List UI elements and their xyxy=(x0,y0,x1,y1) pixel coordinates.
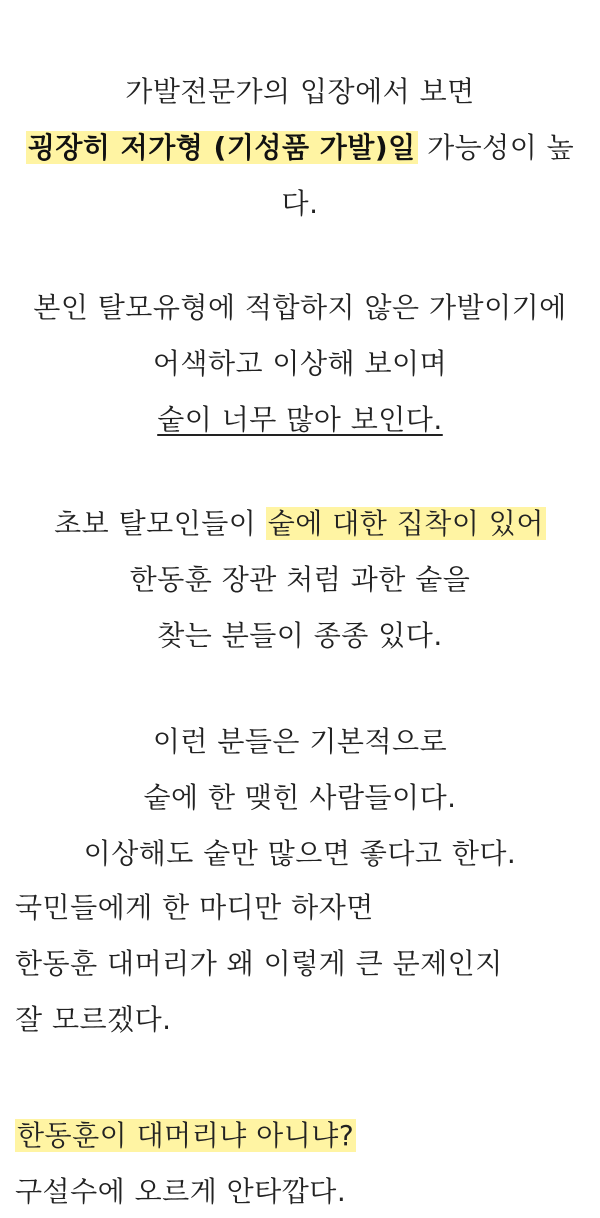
highlighted-text: 숱에 대한 집착이 있어 xyxy=(267,507,544,540)
text-line xyxy=(0,994,600,1046)
text: 한동훈 대머리가 왜 이렇게 큰 문제인지 xyxy=(15,947,503,980)
text: 숱에 한 맺힌 사람들이다. xyxy=(143,781,457,814)
text-line xyxy=(0,828,600,880)
text: 국민들에게 한 마디만 하자면 xyxy=(15,891,374,924)
text-line xyxy=(0,882,600,934)
text-line xyxy=(0,554,600,606)
text-line xyxy=(0,1110,600,1162)
text-line xyxy=(0,716,600,768)
text: 한동훈 장관 처럼 과한 숱을 xyxy=(129,563,471,596)
text-line xyxy=(0,938,600,990)
text: 어색하고 이상해 보이며 xyxy=(152,347,448,380)
text-line xyxy=(0,772,600,824)
highlighted-text: 한동훈이 대머리냐 아니냐? xyxy=(17,1119,355,1152)
text-line xyxy=(0,1166,600,1218)
text-line xyxy=(0,282,600,334)
highlighted-bold-text: 굉장히 저가형 (기성품 가발)일 xyxy=(27,131,416,164)
text: 가능성이 높 xyxy=(417,131,575,164)
text: 초보 탈모인들이 xyxy=(54,507,266,540)
text-line xyxy=(0,394,600,446)
text: 본인 탈모유형에 적합하지 않은 가발이기에 xyxy=(33,291,567,324)
text-line xyxy=(0,122,600,174)
text: 가발전문가의 입장에서 보면 xyxy=(125,75,475,108)
text-line xyxy=(0,338,600,390)
text: 구설수에 오르게 안타깝다. xyxy=(15,1175,347,1208)
text-line xyxy=(0,498,600,550)
text: 다. xyxy=(281,187,319,220)
text-line xyxy=(0,178,600,230)
text: 이상해도 숱만 많으면 좋다고 한다. xyxy=(83,837,517,870)
underlined-text: 숱이 너무 많아 보인다. xyxy=(157,403,443,436)
text: 잘 모르겠다. xyxy=(15,1003,172,1036)
text: 이런 분들은 기본적으로 xyxy=(152,725,448,758)
text-line xyxy=(0,610,600,662)
text-line xyxy=(0,66,600,118)
text: 찾는 분들이 종종 있다. xyxy=(157,619,443,652)
